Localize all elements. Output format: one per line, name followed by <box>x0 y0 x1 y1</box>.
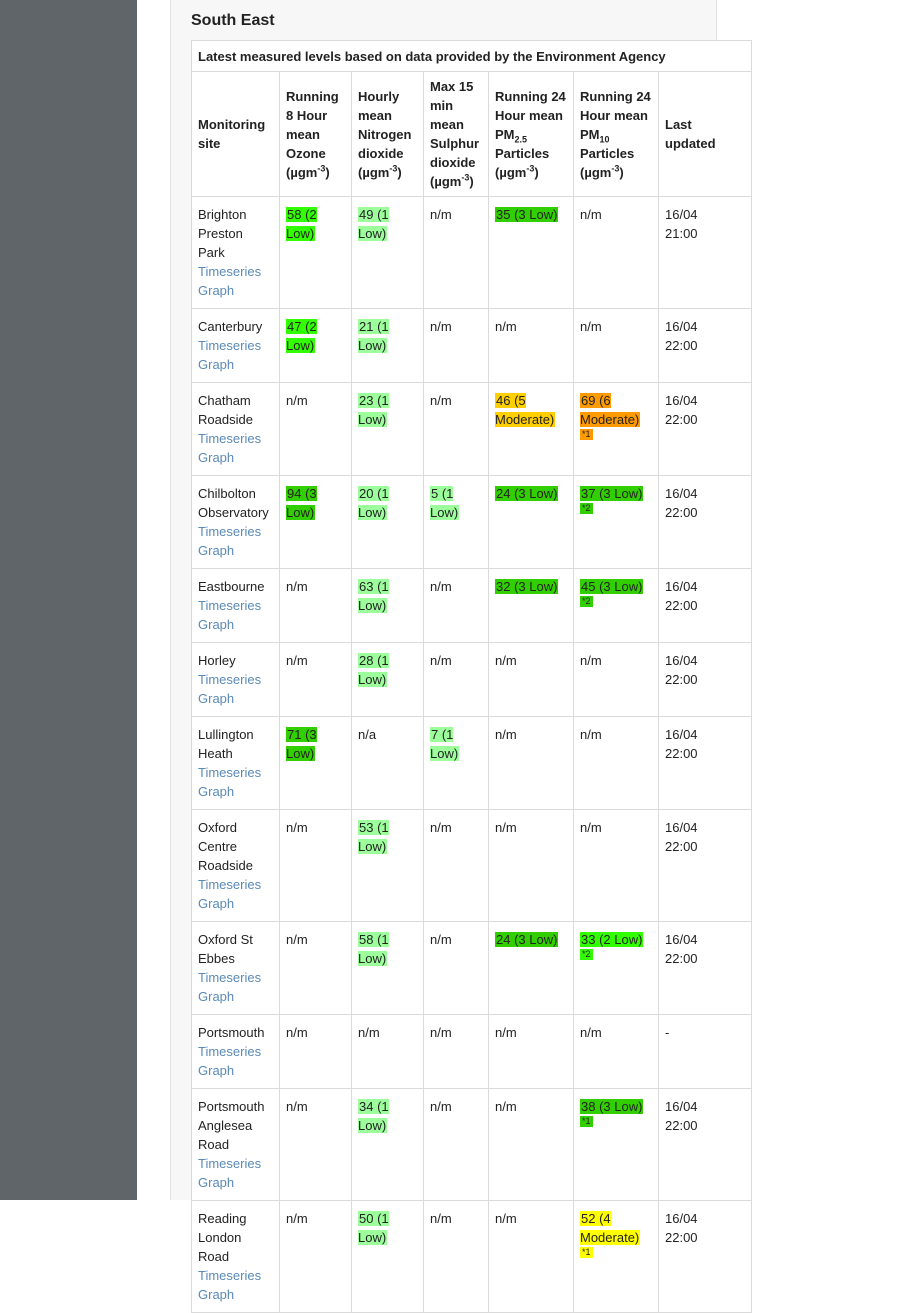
timeseries-graph-link[interactable]: Timeseries Graph <box>198 1268 262 1302</box>
measurement-cell <box>280 309 352 383</box>
measurement-cell <box>489 717 574 810</box>
measurement-cell <box>352 1015 424 1089</box>
measurement-value: n/a <box>358 727 377 742</box>
measurement-value: n/m <box>430 820 452 835</box>
measurement-cell <box>574 1015 659 1089</box>
measurement-value: n/m <box>430 653 452 668</box>
measurement-value: n/m <box>495 319 517 334</box>
last-updated-line: 16/04 <box>665 653 698 668</box>
header-so2-close: ) <box>469 174 474 189</box>
last-updated-line: 16/04 <box>665 1099 698 1114</box>
measurement-cell <box>352 476 424 569</box>
site-name-line: Brighton <box>198 207 247 222</box>
measurement-cell <box>280 476 352 569</box>
measurement-cell <box>280 569 352 643</box>
header-ozone-unit-exp: -3 <box>317 163 326 174</box>
timeseries-graph-link[interactable]: Timeseries Graph <box>198 970 262 1004</box>
measurement-cell <box>352 717 424 810</box>
measurement-cell <box>574 1089 659 1201</box>
footnote-marker: *2 <box>582 949 591 959</box>
last-updated-line: 22:00 <box>665 505 698 520</box>
table-row <box>192 197 752 309</box>
header-pm25-particles: Particles (µgm <box>495 145 550 180</box>
site-name-line: Observatory <box>198 505 269 520</box>
measurement-cell <box>489 309 574 383</box>
last-updated-line: 16/04 <box>665 393 698 408</box>
measurement-cell <box>280 717 352 810</box>
measurement-value: n/m <box>286 820 308 835</box>
site-name-line: Roadside <box>198 858 253 873</box>
measurement-cell <box>352 309 424 383</box>
measurement-value: n/m <box>286 1025 308 1040</box>
last-updated-cell <box>659 717 752 810</box>
index-band-value: 52 (4 Moderate) <box>580 1211 640 1245</box>
timeseries-graph-link[interactable]: Timeseries Graph <box>198 431 262 465</box>
table-row <box>192 1089 752 1201</box>
region-title: South East <box>191 12 275 29</box>
site-name-line: Portsmouth <box>198 1025 265 1040</box>
site-cell <box>192 1015 280 1089</box>
measurement-value: n/m <box>358 1025 380 1040</box>
measurement-cell <box>424 922 489 1015</box>
measurement-cell <box>280 1089 352 1201</box>
index-band-value: 32 (3 Low) <box>496 579 558 594</box>
last-updated-line: 16/04 <box>665 932 698 947</box>
measurement-value: n/m <box>430 1211 452 1226</box>
measurement-cell <box>489 569 574 643</box>
measurement-value: n/m <box>430 319 452 334</box>
timeseries-graph-link[interactable]: Timeseries Graph <box>198 1044 262 1078</box>
header-pm10-particles: Particles (µgm <box>580 145 635 180</box>
site-name-line: Anglesea <box>198 1118 253 1133</box>
measurement-cell <box>574 922 659 1015</box>
header-pm25-unit-exp: -3 <box>526 163 535 174</box>
table-row <box>192 922 752 1015</box>
measurement-cell <box>489 383 574 476</box>
header-pm25-sub: 2.5 <box>514 134 528 145</box>
index-band-value: 49 (1 Low) <box>358 207 389 241</box>
measurement-cell <box>574 309 659 383</box>
header-pm25-close: ) <box>534 164 539 180</box>
measurement-cell <box>574 717 659 810</box>
last-updated-line: 22:00 <box>665 598 698 613</box>
measurement-cell <box>424 309 489 383</box>
measurement-cell <box>280 383 352 476</box>
header-last-updated: Last updated <box>659 72 752 197</box>
last-updated-cell <box>659 922 752 1015</box>
site-cell <box>192 383 280 476</box>
site-name-line: Reading <box>198 1211 247 1226</box>
measurement-value: n/m <box>495 820 517 835</box>
table-row <box>192 309 752 383</box>
measurement-value: n/m <box>495 653 517 668</box>
last-updated-cell <box>659 383 752 476</box>
measurement-value: n/m <box>580 319 602 334</box>
measurement-cell <box>280 643 352 717</box>
table-header-row <box>192 72 752 197</box>
index-band-value: 20 (1 Low) <box>358 486 389 520</box>
last-updated-cell <box>659 476 752 569</box>
header-pm10-unit-exp: -3 <box>611 163 620 174</box>
footnote-marker: *1 <box>582 1247 591 1257</box>
index-band-value: 58 (2 Low) <box>286 207 317 241</box>
index-band-value: 24 (3 Low) <box>496 486 558 501</box>
measurement-value: n/m <box>495 1025 517 1040</box>
site-cell <box>192 476 280 569</box>
measurement-cell <box>280 1015 352 1089</box>
measurement-cell <box>424 717 489 810</box>
site-name-line: London Road <box>198 1230 242 1264</box>
index-band-value: 53 (1 Low) <box>358 820 389 854</box>
footnote-marker: *2 <box>582 596 591 606</box>
site-name-line: Chilbolton <box>198 486 256 501</box>
header-no2-close: ) <box>397 164 402 180</box>
footnote-marker: *1 <box>582 1116 591 1126</box>
site-cell <box>192 922 280 1015</box>
measurement-value: n/m <box>580 820 602 835</box>
site-name-line: Oxford <box>198 820 238 835</box>
site-name-line: Oxford St <box>198 932 253 947</box>
last-updated-line: - <box>665 1025 670 1040</box>
site-name-line: Portsmouth <box>198 1099 265 1114</box>
timeseries-graph-link[interactable]: Timeseries Graph <box>198 264 262 298</box>
header-pm10-text: Running 24 Hour mean PM <box>580 88 651 142</box>
table-row <box>192 643 752 717</box>
last-updated-line: 16/04 <box>665 579 698 594</box>
measurement-value: n/m <box>495 1099 517 1114</box>
region-panel <box>170 0 717 1302</box>
timeseries-graph-link[interactable]: Timeseries Graph <box>198 877 262 911</box>
measurement-cell <box>424 1089 489 1201</box>
measurement-cell <box>280 1201 352 1313</box>
site-cell <box>192 1201 280 1313</box>
measurement-cell <box>489 1201 574 1313</box>
last-updated-line: 22:00 <box>665 951 698 966</box>
index-band-value: 46 (5 Moderate) <box>495 393 555 427</box>
timeseries-graph-link[interactable]: Timeseries Graph <box>198 765 262 799</box>
last-updated-cell <box>659 569 752 643</box>
measurement-value: n/m <box>580 653 602 668</box>
index-band-value: 38 (3 Low) <box>581 1099 643 1114</box>
site-name-line: Roadside <box>198 412 253 427</box>
measurement-value: n/m <box>430 1025 452 1040</box>
last-updated-line: 22:00 <box>665 672 698 687</box>
header-no2-text: Hourly mean Nitrogen dioxide (µgm <box>358 88 412 180</box>
table-row <box>192 383 752 476</box>
measurement-cell <box>280 810 352 922</box>
last-updated-line: 16/04 <box>665 486 698 501</box>
header-pm10 <box>574 72 659 197</box>
measurement-value: n/m <box>286 393 308 408</box>
last-updated-line: 22:00 <box>665 1118 698 1133</box>
last-updated-cell <box>659 309 752 383</box>
site-name-line: Lullington <box>198 727 254 742</box>
timeseries-graph-link[interactable]: Timeseries Graph <box>198 524 262 558</box>
index-band-value: 94 (3 Low) <box>286 486 317 520</box>
measurement-cell <box>424 476 489 569</box>
site-name-line: Preston Park <box>198 226 243 260</box>
measurement-cell <box>424 810 489 922</box>
measurement-value: n/m <box>286 653 308 668</box>
header-so2 <box>424 72 489 197</box>
index-band-value: 63 (1 Low) <box>358 579 389 613</box>
last-updated-cell <box>659 1201 752 1313</box>
timeseries-graph-link[interactable]: Timeseries Graph <box>198 338 262 372</box>
timeseries-graph-link[interactable]: Timeseries Graph <box>198 672 262 706</box>
index-band-value: 28 (1 Low) <box>358 653 389 687</box>
last-updated-line: 22:00 <box>665 746 698 761</box>
last-updated-line: 22:00 <box>665 412 698 427</box>
last-updated-cell <box>659 810 752 922</box>
index-band-value: 34 (1 Low) <box>358 1099 389 1133</box>
left-sidebar <box>0 0 137 1200</box>
measurement-value: n/m <box>495 1211 517 1226</box>
measurement-cell <box>489 922 574 1015</box>
measurement-cell <box>352 197 424 309</box>
index-band-value: 23 (1 Low) <box>358 393 389 427</box>
index-band-value: 35 (3 Low) <box>496 207 558 222</box>
measurement-cell <box>352 922 424 1015</box>
measurement-cell <box>352 643 424 717</box>
last-updated-cell <box>659 1015 752 1089</box>
header-ozone <box>280 72 352 197</box>
measurement-cell <box>489 810 574 922</box>
index-band-value: 33 (2 Low) <box>581 932 643 947</box>
measurement-cell <box>489 197 574 309</box>
site-name-line: Ebbes <box>198 951 235 966</box>
index-band-value: 37 (3 Low) <box>581 486 643 501</box>
last-updated-line: 22:00 <box>665 338 698 353</box>
last-updated-cell <box>659 643 752 717</box>
measurement-cell <box>352 810 424 922</box>
index-band-value: 45 (3 Low) <box>581 579 643 594</box>
table-scroll-area[interactable] <box>191 40 716 1302</box>
footnote-marker: *1 <box>582 429 591 439</box>
measurement-cell <box>489 1089 574 1201</box>
measurement-value: n/m <box>430 932 452 947</box>
index-band-value: 21 (1 Low) <box>358 319 389 353</box>
site-cell <box>192 717 280 810</box>
header-ozone-close: ) <box>325 164 330 180</box>
last-updated-line: 16/04 <box>665 1211 698 1226</box>
measurement-cell <box>574 643 659 717</box>
measurement-cell <box>574 1201 659 1313</box>
header-pm10-close: ) <box>619 164 624 180</box>
index-band-value: 47 (2 Low) <box>286 319 317 353</box>
measurement-value: n/m <box>430 207 452 222</box>
index-band-value: 58 (1 Low) <box>358 932 389 966</box>
index-band-value: 69 (6 Moderate) <box>580 393 640 427</box>
site-name-line: Heath <box>198 746 233 761</box>
measurement-cell <box>489 476 574 569</box>
measurement-cell <box>424 1201 489 1313</box>
measurement-cell <box>280 922 352 1015</box>
header-no2 <box>352 72 424 197</box>
measurement-cell <box>424 569 489 643</box>
table-caption: Latest measured levels based on data provided by the Environment Agency <box>192 41 752 72</box>
header-monitoring-site: Monitoring site <box>192 72 280 197</box>
site-name-line: Horley <box>198 653 236 668</box>
measurement-value: n/m <box>286 579 308 594</box>
measurement-value: n/m <box>430 579 452 594</box>
last-updated-cell <box>659 197 752 309</box>
measurement-cell <box>489 643 574 717</box>
footnote-marker: *2 <box>582 503 591 513</box>
measurement-cell <box>574 569 659 643</box>
table-row <box>192 1201 752 1313</box>
measurement-value: n/m <box>286 1099 308 1114</box>
last-updated-line: 16/04 <box>665 820 698 835</box>
last-updated-line: 22:00 <box>665 839 698 854</box>
index-band-value: 24 (3 Low) <box>496 932 558 947</box>
measurement-cell <box>574 383 659 476</box>
site-cell <box>192 810 280 922</box>
header-pm10-sub: 10 <box>599 134 610 145</box>
site-name-line: Chatham <box>198 393 251 408</box>
index-band-value: 71 (3 Low) <box>286 727 317 761</box>
pollution-table <box>191 40 752 1313</box>
measurement-value: n/m <box>430 1099 452 1114</box>
measurement-value: n/m <box>580 207 602 222</box>
measurement-cell <box>424 643 489 717</box>
measurement-cell <box>352 1201 424 1313</box>
measurement-cell <box>574 197 659 309</box>
last-updated-line: 16/04 <box>665 727 698 742</box>
measurement-cell <box>424 197 489 309</box>
header-ozone-text: Running 8 Hour mean Ozone (µgm <box>286 88 339 180</box>
last-updated-line: 16/04 <box>665 319 698 334</box>
last-updated-line: 16/04 <box>665 207 698 222</box>
timeseries-graph-link[interactable]: Timeseries Graph <box>198 598 262 632</box>
header-pm25-text: Running 24 Hour mean PM <box>495 88 566 142</box>
measurement-cell <box>424 1015 489 1089</box>
site-name-line: Eastbourne <box>198 579 265 594</box>
header-so2-text: Max 15 min mean Sulphur dioxide (µgm <box>430 79 480 189</box>
header-pm25 <box>489 72 574 197</box>
header-no2-unit-exp: -3 <box>389 163 398 174</box>
site-name-line: Centre <box>198 839 238 854</box>
last-updated-line: 22:00 <box>665 1230 698 1245</box>
index-band-value: 7 (1 Low) <box>430 727 459 761</box>
measurement-cell <box>352 1089 424 1201</box>
site-cell <box>192 569 280 643</box>
timeseries-graph-link[interactable]: Timeseries Graph <box>198 1156 262 1190</box>
measurement-cell <box>574 476 659 569</box>
measurement-value: n/m <box>286 1211 308 1226</box>
header-so2-unit-exp: -3 <box>461 172 470 183</box>
table-row <box>192 569 752 643</box>
measurement-value: n/m <box>580 1025 602 1040</box>
site-name-line: Canterbury <box>198 319 263 334</box>
index-band-value: 5 (1 Low) <box>430 486 459 520</box>
measurement-cell <box>352 569 424 643</box>
table-row <box>192 476 752 569</box>
measurement-cell <box>424 383 489 476</box>
measurement-value: n/m <box>495 727 517 742</box>
table-row <box>192 810 752 922</box>
site-cell <box>192 643 280 717</box>
table-row <box>192 1015 752 1089</box>
index-band-value: 50 (1 Low) <box>358 1211 389 1245</box>
last-updated-cell <box>659 1089 752 1201</box>
site-cell <box>192 309 280 383</box>
table-row <box>192 717 752 810</box>
last-updated-line: 21:00 <box>665 226 698 241</box>
site-cell <box>192 1089 280 1201</box>
measurement-cell <box>574 810 659 922</box>
measurement-cell <box>280 197 352 309</box>
site-cell <box>192 197 280 309</box>
measurement-value: n/m <box>286 932 308 947</box>
site-name-line: Road <box>198 1137 230 1152</box>
measurement-value: n/m <box>430 393 452 408</box>
measurement-cell <box>352 383 424 476</box>
measurement-value: n/m <box>580 727 602 742</box>
measurement-cell <box>489 1015 574 1089</box>
